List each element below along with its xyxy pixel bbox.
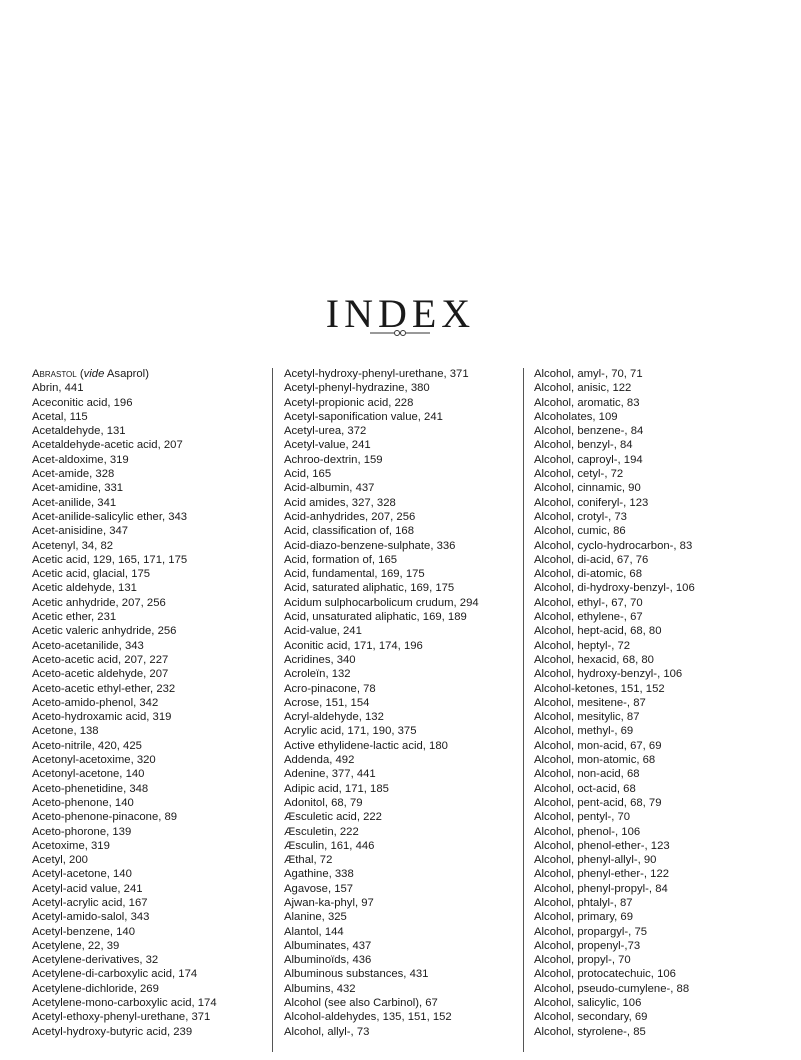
index-entry: Acetyl-phenyl-hydrazine, 380 (284, 382, 430, 395)
index-entry: Acetonyl-acetoxime, 320 (32, 754, 156, 767)
index-entry: Alcohol, aromatic, 83 (534, 396, 640, 409)
index-entry: Alcohol, di-acid, 67, 76 (534, 553, 649, 566)
index-entry: Aceto-phenone, 140 (32, 796, 134, 809)
index-entry: Acetone, 138 (32, 725, 99, 738)
index-entry: Acro-pinacone, 78 (284, 682, 376, 695)
index-entry: Alcohol, coniferyl-, 123 (534, 496, 649, 509)
index-entry: Acetyl-propionic acid, 228 (284, 396, 414, 409)
index-entry: Acetic acid, glacial, 175 (32, 568, 151, 581)
index-entry: Acetyl-value, 241 (284, 439, 371, 452)
index-entry: Acetenyl, 34, 82 (32, 539, 114, 552)
title-ornament (370, 328, 430, 338)
index-entry: Alcohol, amyl-, 70, 71 (534, 368, 643, 380)
index-entry: Acetyl, 200 (32, 854, 88, 867)
index-entry: Acetyl-hydroxy-butyric acid, 239 (32, 1025, 193, 1038)
index-entry: Acidum sulphocarbolicum crudum, 294 (284, 596, 479, 609)
index-entry: Albuminates, 437 (284, 939, 372, 952)
index-entry: Alcohol, mesitylic, 87 (534, 711, 640, 724)
index-entry: Alcohol, propyl-, 70 (534, 954, 631, 967)
index-entry: Albuminoïds, 436 (284, 954, 372, 967)
index-entry: Aceto-acetanilide, 343 (32, 639, 144, 652)
index-entry: Æsculin, 161, 446 (284, 839, 375, 852)
index-entry: Acid, unsaturated aliphatic, 169, 189 (284, 611, 467, 624)
index-entry: Active ethylidene-lactic acid, 180 (284, 739, 448, 752)
index-entry: Acid-value, 241 (284, 625, 362, 638)
index-entry: Acetyl-acrylic acid, 167 (32, 896, 148, 909)
index-entry: Aconitic acid, 171, 174, 196 (284, 639, 423, 652)
index-entry: Acrylic acid, 171, 190, 375 (284, 725, 417, 738)
index-entry: Acetylene-dichloride, 269 (32, 982, 159, 995)
index-entry: Acetic acid, 129, 165, 171, 175 (32, 553, 188, 566)
index-entry: Acetic ether, 231 (32, 611, 117, 624)
index-entry: Acetyl-acid value, 241 (32, 882, 143, 895)
index-entry: Adipic acid, 171, 185 (284, 782, 389, 795)
index-entry: Acid-albumin, 437 (284, 482, 375, 495)
index-entry: Acroleïn, 132 (284, 668, 351, 681)
index-entry: Aceto-phorone, 139 (32, 825, 132, 838)
index-entry: Æthal, 72 (284, 854, 333, 867)
index-entry: Acetylene-mono-carboxylic acid, 174 (32, 997, 217, 1010)
index-entry: Alcohol, heptyl-, 72 (534, 639, 631, 652)
index-entry: Alcohol, ethylene-, 67 (534, 611, 643, 624)
index-entry: Alanine, 325 (284, 911, 347, 924)
index-entry: Acet-anilide-salicylic ether, 343 (32, 510, 188, 523)
index-entry: Acid, saturated aliphatic, 169, 175 (284, 582, 455, 595)
index-entry: Acridines, 340 (284, 653, 356, 666)
index-entry: Albuminous substances, 431 (284, 968, 429, 981)
index-entry: Alcohol, cyclo-hydrocarbon-, 83 (534, 539, 693, 552)
index-entry: Acid, fundamental, 169, 175 (284, 568, 425, 581)
index-entry: Alcohol, cumic, 86 (534, 525, 626, 538)
index-entry: Alcohol (see also Carbinol), 67 (284, 997, 438, 1010)
index-entry: Alcohol, mon-atomic, 68 (534, 754, 656, 767)
index-entry: Alcohol-ketones, 151, 152 (534, 682, 665, 695)
index-entry: Acetylene-di-carboxylic acid, 174 (32, 968, 198, 981)
index-entry: Acetyl-ethoxy-phenyl-urethane, 371 (32, 1011, 211, 1024)
index-entry: Aceto-hydroxamic acid, 319 (32, 711, 172, 724)
index-entry: Acrose, 151, 154 (284, 696, 370, 709)
index-entry: Alcohol, anisic, 122 (534, 382, 632, 395)
index-entry: Acetonyl-acetone, 140 (32, 768, 145, 781)
index-entry: Alcoholates, 109 (534, 410, 618, 423)
index-entry: Alcohol, salicylic, 106 (534, 997, 642, 1010)
index-entry: Acryl-aldehyde, 132 (284, 711, 384, 724)
index-entry: Alcohol, di-atomic, 68 (534, 568, 642, 581)
index-entry: Acetyl-acetone, 140 (32, 868, 132, 881)
index-column-3 (534, 367, 774, 1039)
index-entry: Achroo-dextrin, 159 (284, 453, 383, 466)
index-entry: Alcohol, caproyl-, 194 (534, 453, 643, 466)
index-entry: Aceto-amido-phenol, 342 (32, 696, 159, 709)
index-entry: Abrastol (vide Asaprol) (32, 368, 149, 380)
index-entry: Acetic aldehyde, 131 (32, 582, 137, 595)
index-entry: Æsculetic acid, 222 (284, 811, 382, 824)
index-entry: Adenine, 377, 441 (284, 768, 376, 781)
index-entry: Alcohol, cinnamic, 90 (534, 482, 641, 495)
index-entry: Abrin, 441 (32, 382, 84, 395)
index-entry: Adonitol, 68, 79 (284, 796, 363, 809)
index-entry: Acetyl-urea, 372 (284, 425, 367, 438)
index-entry: Acid amides, 327, 328 (284, 496, 396, 509)
index-entry: Acid-anhydrides, 207, 256 (284, 510, 416, 523)
index-entry: Acetyl-saponification value, 241 (284, 410, 443, 423)
index-entry: Acetic valeric anhydride, 256 (32, 625, 177, 638)
index-entry: Alcohol, benzene-, 84 (534, 425, 644, 438)
index-entry: Alcohol, methyl-, 69 (534, 725, 634, 738)
index-entry: Aceto-phenetidine, 348 (32, 782, 149, 795)
index-entry: Aceto-acetic ethyl-ether, 232 (32, 682, 176, 695)
index-entry: Acetoxime, 319 (32, 839, 110, 852)
index-entry: Aceto-acetic acid, 207, 227 (32, 653, 169, 666)
index-entry: Aceconitic acid, 196 (32, 396, 133, 409)
column-divider (523, 368, 524, 1052)
index-column-1 (32, 367, 264, 1039)
index-entry: Acid, classification of, 168 (284, 525, 414, 538)
index-entry: Alcohol, phenol-, 106 (534, 825, 641, 838)
index-entry: Acet-anilide, 341 (32, 496, 117, 509)
index-entry: Albumins, 432 (284, 982, 356, 995)
index-entry: Alcohol, crotyl-, 73 (534, 510, 627, 523)
index-entry: Acet-anisidine, 347 (32, 525, 129, 538)
index-entry: Alcohol, styrolene-, 85 (534, 1025, 646, 1038)
index-entry: Acetyl-benzene, 140 (32, 925, 135, 938)
index-entry: Ajwan-ka-phyl, 97 (284, 896, 374, 909)
index-entry: Aceto-phenone-pinacone, 89 (32, 811, 178, 824)
index-entry: Alcohol, primary, 69 (534, 911, 633, 924)
index-column-2 (284, 367, 514, 1039)
index-entry: Alcohol, cetyl-, 72 (534, 468, 624, 481)
index-entry: Acetic anhydride, 207, 256 (32, 596, 166, 609)
index-entry: Alcohol, mon-acid, 67, 69 (534, 739, 662, 752)
index-entry: Æsculetin, 222 (284, 825, 359, 838)
column-divider (272, 368, 273, 1052)
index-entry: Alcohol, hexacid, 68, 80 (534, 653, 654, 666)
index-entry: Alcohol, pentyl-, 70 (534, 811, 631, 824)
page-title: INDEX (325, 291, 476, 336)
index-entry: Acetaldehyde, 131 (32, 425, 126, 438)
index-entry: Acetyl-hydroxy-phenyl-urethane, 371 (284, 368, 469, 380)
index-entry: Aceto-acetic aldehyde, 207 (32, 668, 169, 681)
index-entry: Alcohol, allyl-, 73 (284, 1025, 370, 1038)
index-entry: Acetal, 115 (32, 410, 88, 423)
index-entry: Alcohol, phenyl-allyl-, 90 (534, 854, 657, 867)
index-entry: Alcohol, phenol-ether-, 123 (534, 839, 670, 852)
index-entry: Acetaldehyde-acetic acid, 207 (32, 439, 183, 452)
index-entry: Alcohol, di-hydroxy-benzyl-, 106 (534, 582, 695, 595)
index-entry: Agathine, 338 (284, 868, 354, 881)
index-entry: Alcohol, pent-acid, 68, 79 (534, 796, 662, 809)
index-entry: Acet-amide, 328 (32, 468, 115, 481)
index-entry: Agavose, 157 (284, 882, 354, 895)
index-entry: Acetylene, 22, 39 (32, 939, 120, 952)
index-entry: Alcohol, hydroxy-benzyl-, 106 (534, 668, 683, 681)
index-entry: Acid, 165 (284, 468, 332, 481)
index-entry: Alcohol, secondary, 69 (534, 1011, 648, 1024)
index-entry: Alcohol, mesitene-, 87 (534, 696, 646, 709)
index-entry: Alcohol, pseudo-cumylene-, 88 (534, 982, 690, 995)
index-entry: Acid, formation of, 165 (284, 553, 398, 566)
index-entry: Acid-diazo-benzene-sulphate, 336 (284, 539, 456, 552)
index-entry: Alcohol-aldehydes, 135, 151, 152 (284, 1011, 452, 1024)
index-entry: Alcohol, hept-acid, 68, 80 (534, 625, 662, 638)
index-entry: Aceto-nitrile, 420, 425 (32, 739, 142, 752)
index-entry: Acetyl-amido-salol, 343 (32, 911, 150, 924)
index-entry: Alcohol, phtalyl-, 87 (534, 896, 633, 909)
index-entry: Addenda, 492 (284, 754, 355, 767)
index-entry: Alcohol, benzyl-, 84 (534, 439, 633, 452)
index-entry: Alcohol, propenyl-,73 (534, 939, 641, 952)
index-entry: Acet-aldoxime, 319 (32, 453, 129, 466)
index-entry: Acetylene-derivatives, 32 (32, 954, 159, 967)
index-entry: Alcohol, ethyl-, 67, 70 (534, 596, 643, 609)
index-entry: Alcohol, non-acid, 68 (534, 768, 640, 781)
index-entry: Alcohol, protocatechuic, 106 (534, 968, 676, 981)
index-entry: Acet-amidine, 331 (32, 482, 124, 495)
index-entry: Alcohol, phenyl-propyl-, 84 (534, 882, 668, 895)
index-entry: Alcohol, oct-acid, 68 (534, 782, 636, 795)
index-entry: Alcohol, propargyl-, 75 (534, 925, 648, 938)
index-entry: Alantol, 144 (284, 925, 344, 938)
index-entry: Alcohol, phenyl-ether-, 122 (534, 868, 670, 881)
